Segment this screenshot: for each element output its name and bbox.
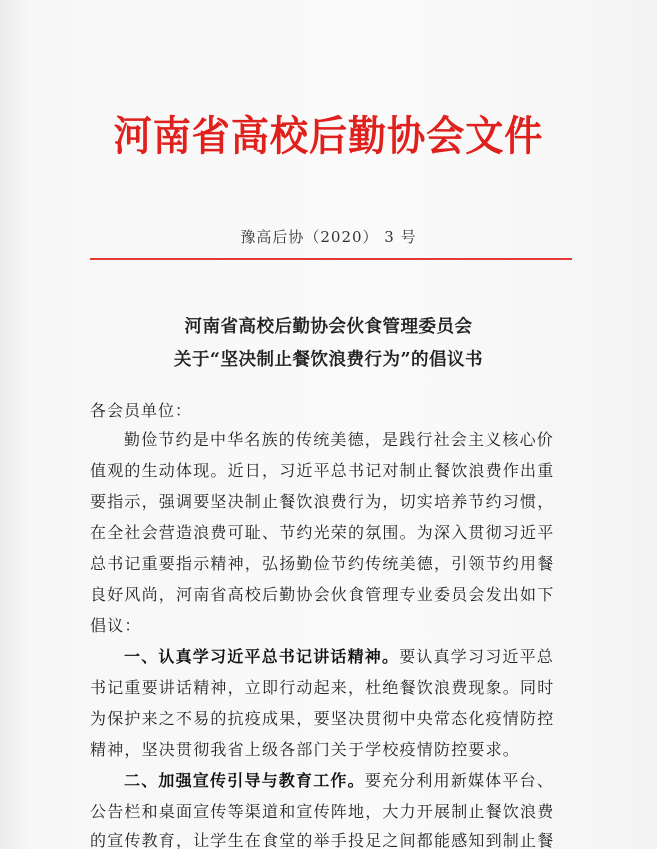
body-line: 勤俭节约是中华名族的传统美德，是践行社会主义核心价 xyxy=(124,430,555,449)
body-line: 在全社会营造浪费可耻、节约光荣的氛围。为深入贯彻习近平 xyxy=(90,523,555,542)
body-line: 倡议： xyxy=(90,616,142,635)
document-title-line-1: 河南省高校后勤协会伙食管理委员会 xyxy=(184,317,473,337)
section-2-first-line xyxy=(124,768,554,791)
salutation: 各会员单位： xyxy=(90,401,193,420)
section-2-first-rest: 要充分利用新媒体平台、 xyxy=(364,771,555,790)
document-number: 豫高后协（2020） 3 号 xyxy=(240,228,417,246)
section-2-heading: 二、加强宣传引导与教育工作。 xyxy=(124,771,365,790)
body-line: 书记重要讲话精神，立即行动起来，杜绝餐饮浪费现象。同时 xyxy=(90,678,555,697)
body-line: 要指示，强调要坚决制止餐饮浪费行为，切实培养节约习惯， xyxy=(90,492,555,511)
red-divider-line xyxy=(90,258,572,260)
document-title-line-2: 关于“坚决制止餐饮浪费行为”的倡议书 xyxy=(173,350,484,370)
body-line: 的宣传教育，让学生在食堂的举手投足之间都能感知到制止餐 xyxy=(90,831,555,849)
section-1-first-line xyxy=(124,644,554,667)
body-line: 公告栏和桌面宣传等渠道和宣传阵地，大力开展制止餐饮浪费 xyxy=(90,802,555,821)
body-line: 总书记重要指示精神，弘扬勤俭节约传统美德，引领节约用餐 xyxy=(90,554,555,573)
body-line: 良好风尚，河南省高校后勤协会伙食管理专业委员会发出如下 xyxy=(90,585,555,604)
body-line: 精神，坚决贯彻我省上级各部门关于学校疫情防控要求。 xyxy=(90,740,521,759)
section-1-first-rest: 要认真学习习近平总 xyxy=(399,647,555,666)
section-1-heading: 一、认真学习近平总书记讲话精神。 xyxy=(124,647,400,666)
org-letterhead-title: 河南省高校后勤协会文件 xyxy=(113,112,544,160)
body-line: 为保护来之不易的抗疫成果，要坚决贯彻中央常态化疫情防控 xyxy=(90,709,555,728)
body-line: 值观的生动体现。近日，习近平总书记对制止餐饮浪费作出重 xyxy=(90,461,555,480)
